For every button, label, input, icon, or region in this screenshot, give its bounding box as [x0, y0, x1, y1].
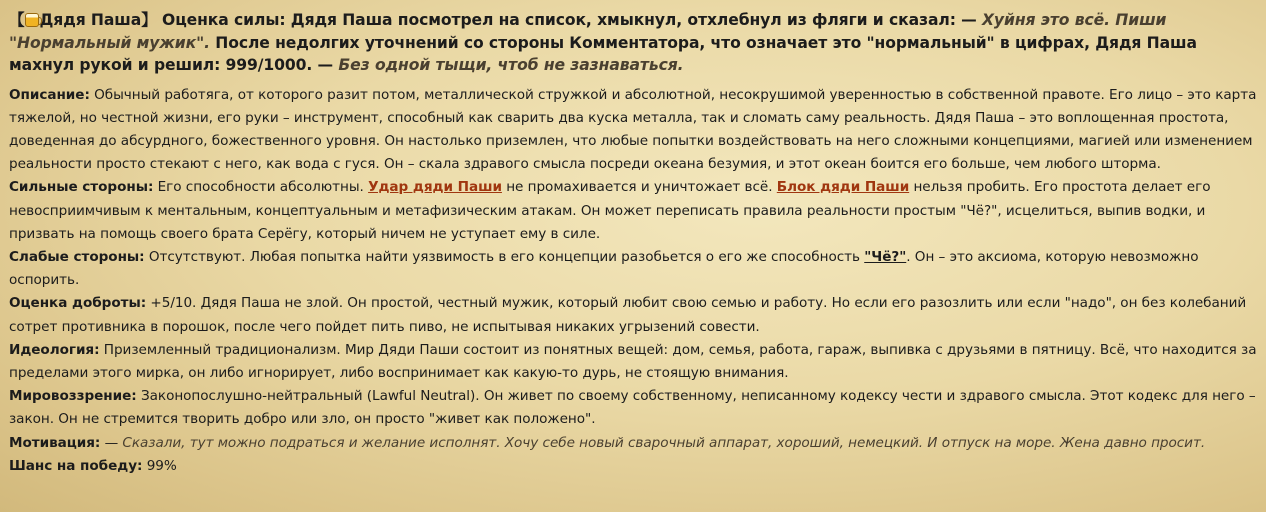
description-row	[9, 84, 1258, 177]
block-ability-link[interactable]: Блок дяди Паши	[776, 179, 910, 196]
description-label: Описание:	[9, 86, 90, 103]
ideology-text: Приземленный традиционализм. Мир Дяди Паши состоит из понятных вещей: дом, семья, работа, гараж, выпивка с друзьями в пятницу. Всё, что находится за пределами этого мирка, он либо игнорирует, либо воспринимает как какую-то дурь, не стоящую внимания.	[9, 341, 1257, 381]
bracket-open: 【	[9, 11, 25, 29]
rating-middle: После недолгих уточнений со стороны Комментатора, что означает это "нормальный" в цифрах, Дядя Паша махнул рукой и решил: 999/1000. —	[9, 33, 1197, 74]
strengths-text-3: нельзя пробить. Его простота делает его невосприимчивым к ментальным, концептуальным и метафизическим атакам. Он может переписать правила реальности простым "Чё?", исцелиться, выпив водки, и призвать на помощь своего брата Серёгу, который ничем не уступает ему в силе.	[9, 179, 1211, 242]
kindness-row	[9, 292, 1258, 338]
rating-intro: Оценка силы: Дядя Паша посмотрел на список, хмыкнул, отхлебнул из фляги и сказал: —	[156, 11, 982, 29]
worldview-label: Мировоззрение:	[9, 388, 137, 405]
strengths-label: Сильные стороны:	[9, 179, 154, 196]
motivation-dash: —	[100, 434, 123, 451]
che-ability-link[interactable]: "Чё?"	[864, 248, 907, 265]
win-chance-label: Шанс на победу:	[9, 457, 143, 474]
win-chance-row	[9, 455, 1258, 478]
description-text: Обычный работяга, от которого разит потом, металлической стружкой и абсолютной, несокрушимой уверенностью в собственной правоте. Его лицо – это карта тяжелой, но честной жизни, его руки – инструмент, способный как сварить два куска металла, так и сломать саму реальность. Дядя Паша – это воплощенная простота, доведенная до абсурдного, божественного уровня. Он настолько приземлен, что любые попытки воздействовать на него сложными концепциями, магией или изменением реальности просто стекают с него, как вода с гуся. Он – скала здравого смысла посреди океана безумия, и этот океан боится его больше, чем любого шторма.	[9, 86, 1257, 173]
power-rating-header	[9, 9, 1258, 77]
ideology-row	[9, 339, 1258, 385]
strengths-row	[9, 176, 1258, 246]
weaknesses-text-2: . Он – это аксиома, которую невозможно оспорить.	[9, 248, 1199, 289]
weaknesses-row	[9, 246, 1258, 292]
motivation-label: Мотивация:	[9, 434, 101, 451]
strengths-text-2: не промахивается и уничтожает всё.	[501, 179, 777, 196]
weaknesses-text-1: Отсутствуют. Любая попытка найти уязвимость в его концепции разобьется о его же способность	[144, 248, 865, 265]
strike-ability-link[interactable]: Удар дяди Паши	[368, 179, 502, 196]
kindness-label: Оценка доброты:	[9, 295, 147, 312]
beer-mug-icon	[25, 13, 39, 27]
motivation-row	[9, 432, 1258, 455]
weaknesses-label: Слабые стороны:	[9, 248, 145, 265]
bracket-close: 】	[141, 11, 157, 29]
win-chance-value: 99%	[142, 457, 177, 474]
worldview-text: Законопослушно-нейтральный (Lawful Neutral). Он живет по своему собственному, неписанному кодексу чести и здравого смысла. Этот кодекс для него – закон. Он не стремится творить добро или зло, он просто "живет как положено".	[9, 388, 1256, 428]
ideology-label: Идеология:	[9, 341, 100, 358]
motivation-text: Сказали, тут можно подраться и желание исполнят. Хочу себе новый сварочный аппарат, хороший, немецкий. И отпуск на море. Жена давно просит.	[122, 434, 1206, 451]
strengths-text-1: Его способности абсолютны.	[153, 179, 369, 196]
kindness-text: +5/10. Дядя Паша не злой. Он простой, честный мужик, который любит свою семью и работу. Но если его разозлить или если "надо", он без колебаний сотрет противника в порошок, после чего пойдет пить пиво, не испытывая никаких угрызений совести.	[9, 295, 1247, 335]
worldview-row	[9, 385, 1258, 431]
character-details	[9, 84, 1258, 478]
rating-quote-1: Хуйня это всё. Пиши "Нормальный мужик".	[9, 11, 1167, 52]
character-name: Дядя Паша	[39, 11, 142, 29]
rating-quote-2: Без одной тыщи, чтоб не зазнаваться.	[338, 56, 684, 74]
